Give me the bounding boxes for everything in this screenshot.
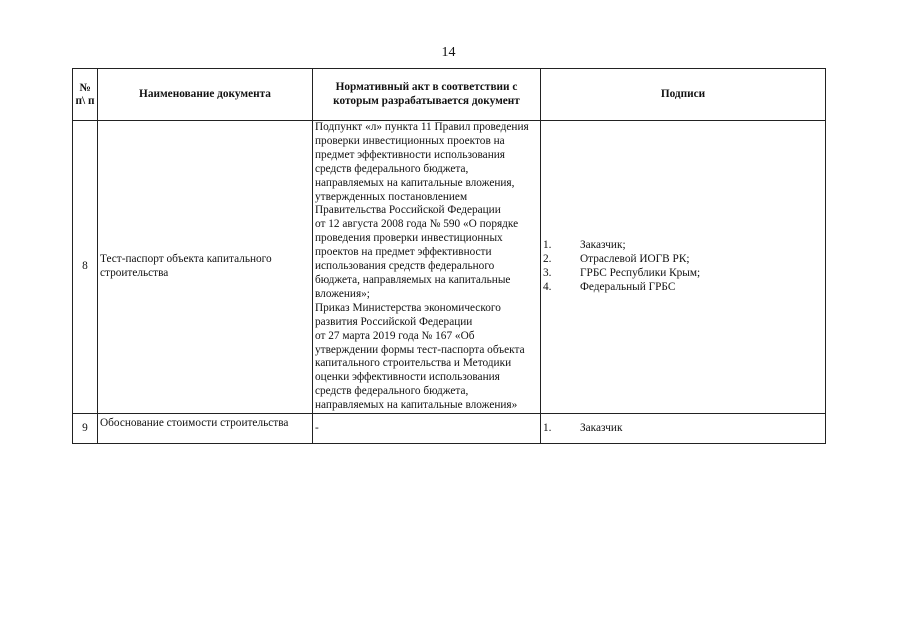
signatures-cell bbox=[541, 121, 826, 414]
document-name: Обоснование стоимости строительства bbox=[98, 414, 313, 444]
act-paragraph: - bbox=[315, 421, 319, 434]
list-item bbox=[543, 281, 823, 295]
signatory: Заказчик bbox=[580, 421, 623, 434]
list-item bbox=[543, 422, 823, 436]
header-number: № п\ п bbox=[73, 69, 98, 121]
list-index: 4. bbox=[543, 280, 552, 293]
normative-act bbox=[313, 121, 541, 414]
table-row bbox=[73, 414, 826, 444]
act-paragraph: Подпункт «л» пункта 11 Правил проведения проверки инвестиционных проектов на предмет эффективности использования средств федерального бюджета, направляемых на капитальные вложения, утвержденных постановлением Правительства Российской Федерации bbox=[315, 121, 529, 217]
list-index: 3. bbox=[543, 267, 552, 280]
document-name: Тест-паспорт объекта капитального строительства bbox=[98, 121, 313, 414]
list-item bbox=[543, 239, 823, 253]
normative-act bbox=[313, 414, 541, 444]
list-item bbox=[543, 267, 823, 281]
signatory: Отраслевой ИОГВ РК; bbox=[580, 253, 690, 266]
documents-table bbox=[72, 68, 826, 444]
list-index: 1. bbox=[543, 421, 552, 434]
list-index: 2. bbox=[543, 253, 552, 266]
signatory: Заказчик; bbox=[580, 239, 626, 252]
header-document-name: Наименование документа bbox=[98, 69, 313, 121]
list-index: 1. bbox=[543, 239, 552, 252]
act-paragraph: от 27 марта 2019 года № 167 «Об утверждении формы тест-паспорта объекта капитального строительства и Методики оценки эффективности использования средств федерального бюджета, направляемых на капитальные вложения» bbox=[315, 329, 525, 412]
act-paragraph: от 12 августа 2008 года № 590 «О порядке проведения проверки инвестиционных проектов на предмет эффективности использования средств федерального бюджета, направляемых на капитальные вложения»; bbox=[315, 218, 519, 300]
page-number: 14 bbox=[441, 45, 456, 60]
signatures-list bbox=[543, 422, 823, 436]
signatures-list bbox=[543, 239, 823, 295]
header-signatures: Подписи bbox=[541, 69, 826, 121]
act-paragraph: Приказ Министерства экономического развития Российской Федерации bbox=[315, 301, 501, 328]
row-number: 9 bbox=[73, 414, 98, 444]
header-normative-act: Нормативный акт в соответствии с которым разрабатывается документ bbox=[313, 69, 541, 121]
signatory: Федеральный ГРБС bbox=[580, 280, 676, 293]
table-row bbox=[73, 121, 826, 414]
signatures-cell bbox=[541, 414, 826, 444]
table-header-row bbox=[73, 69, 826, 121]
row-number: 8 bbox=[73, 121, 98, 414]
list-item bbox=[543, 253, 823, 267]
signatory: ГРБС Республики Крым; bbox=[580, 267, 701, 280]
